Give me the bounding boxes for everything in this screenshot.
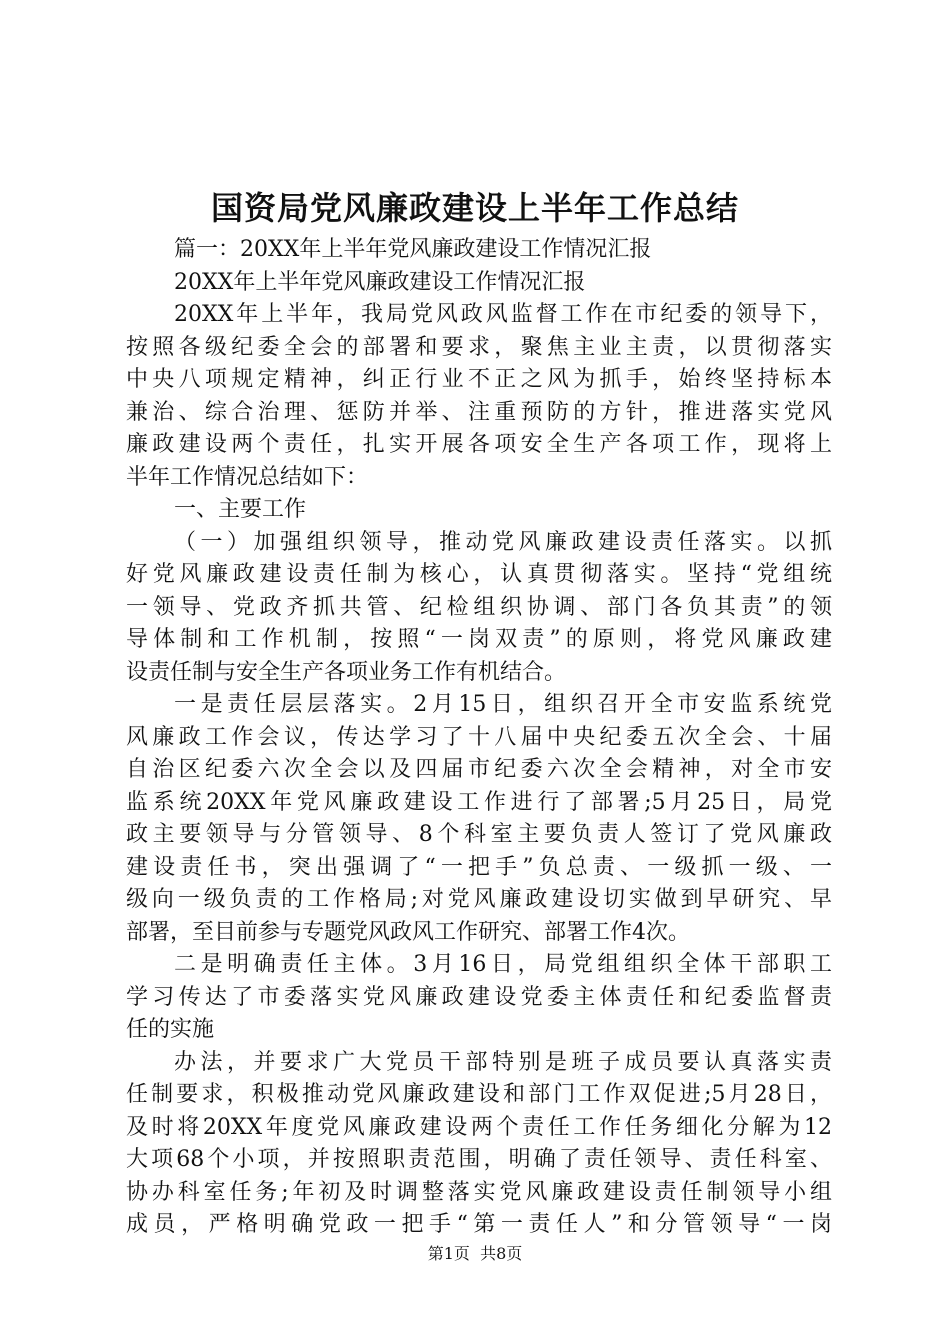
- text-line: 导体制和工作机制，按照“一岗双责”的原则，将党风廉政建: [126, 627, 832, 652]
- text-line: 20XX年上半年，我局党风政风监督工作在市纪委的领导下，: [174, 302, 832, 327]
- text-line: 学习传达了市委落实党风廉政建设党委主体责任和纪委监督责: [126, 984, 832, 1010]
- text-line: 建设责任书，突出强调了“一把手”负总责、一级抓一级、一: [126, 854, 832, 880]
- text-line: 半年工作情况总结如下：: [126, 464, 369, 490]
- text-line: 监系统20XX年党风廉政建设工作进行了部署;5月25日，局党: [126, 789, 832, 815]
- text-line: 设责任制与安全生产各项业务工作有机结合。: [126, 659, 567, 685]
- text-line: 一领导、党政齐抓共管、纪检组织协调、部门各负其责”的领: [126, 594, 832, 620]
- text-line: 20XX年上半年党风廉政建设工作情况汇报: [174, 269, 586, 295]
- text-line: 成员，严格明确党政一把手“第一责任人”和分管领导“一岗: [126, 1212, 832, 1237]
- text-line: 二是明确责任主体。3月16日，局党组组织全体干部职工: [174, 952, 832, 977]
- text-line: 兼治、综合治理、惩防并举、注重预防的方针，推进落实党风: [126, 399, 832, 425]
- document-title: 国资局党风廉政建设上半年工作总结: [210, 189, 739, 227]
- text-line: 及时将20XX年度党风廉政建设两个责任工作任务细化分解为12: [126, 1114, 832, 1140]
- text-line: 办法，并要求广大党员干部特别是班子成员要认真落实责: [174, 1049, 832, 1075]
- text-line: 任的实施: [126, 1017, 215, 1042]
- text-line: （一）加强组织领导，推动党风廉政建设责任落实。以抓: [174, 529, 832, 555]
- text-line: 大项68个小项，并按照职责范围，明确了责任领导、责任科室、: [126, 1147, 832, 1172]
- text-line: 廉政建设两个责任，扎实开展各项安全生产各项工作，现将上: [126, 432, 832, 457]
- text-line: 任制要求，积极推动党风廉政建设和部门工作双促进;5月28日，: [126, 1082, 832, 1107]
- text-line: 按照各级纪委全会的部署和要求，聚焦主业主责，以贯彻落实: [126, 334, 832, 360]
- text-line: 协办科室任务;年初及时调整落实党风廉政建设责任制领导小组: [126, 1179, 832, 1205]
- text-line: 篇一：20XX年上半年党风廉政建设工作情况汇报: [174, 237, 652, 262]
- document-body: [126, 234, 832, 1242]
- section-heading: 一、主要工作: [174, 497, 307, 522]
- text-line: 自治区纪委六次全会以及四届市纪委六次全会精神，对全市安: [126, 757, 832, 782]
- text-line: 政主要领导与分管领导、8个科室主要负责人签订了党风廉政: [126, 822, 832, 847]
- page-footer: 第1页 共8页: [427, 1244, 523, 1263]
- text-line: 一是责任层层落实。2月15日，组织召开全市安监系统党: [174, 692, 832, 717]
- text-line: 中央八项规定精神，纠正行业不正之风为抓手，始终坚持标本: [126, 367, 832, 392]
- text-line: 风廉政工作会议，传达学习了十八届中央纪委五次全会、十届: [126, 724, 832, 750]
- text-line: 部署，至目前参与专题党风政风工作研究、部署工作4次。: [126, 919, 690, 945]
- text-line: 级向一级负责的工作格局;对党风廉政建设切实做到早研究、早: [126, 887, 832, 912]
- text-line: 好党风廉政建设责任制为核心，认真贯彻落实。坚持“党组统: [126, 562, 832, 587]
